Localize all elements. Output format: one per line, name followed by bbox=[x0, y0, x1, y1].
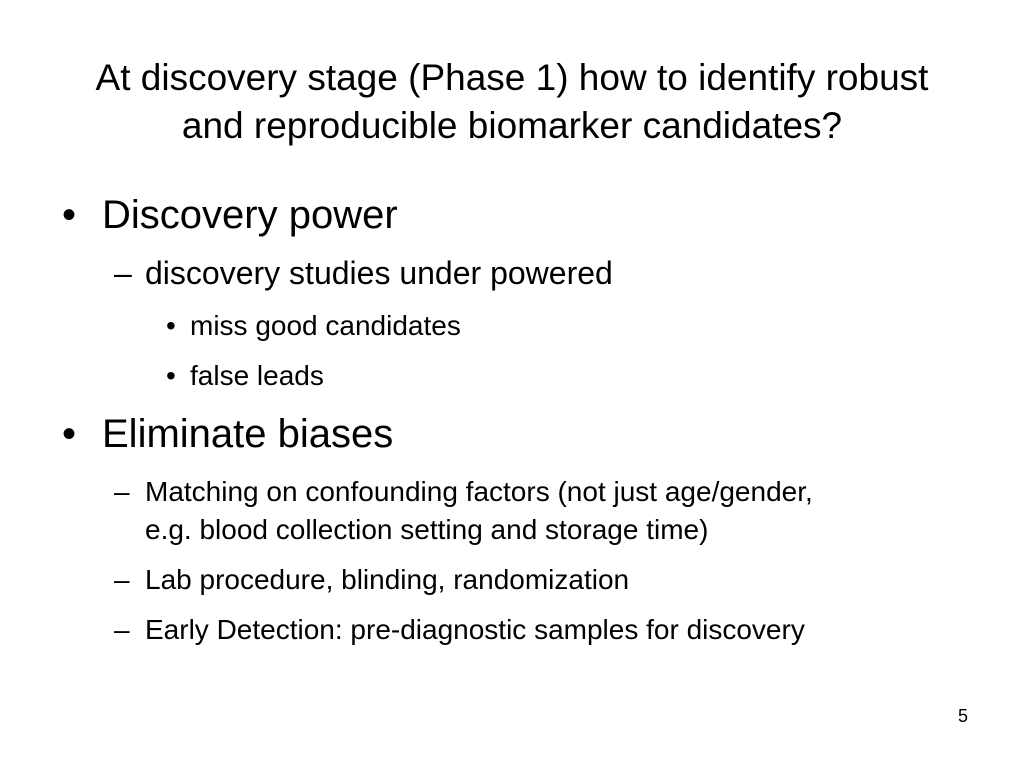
sub-bullet-early-detection: Early Detection: pre-diagnostic samples for discovery bbox=[145, 614, 805, 645]
dash-marker: – bbox=[114, 255, 132, 291]
dash-marker: – bbox=[114, 564, 130, 595]
bullet-marker: • bbox=[166, 310, 176, 341]
item-miss-good-candidates: miss good candidates bbox=[190, 310, 461, 341]
bullet-marker: • bbox=[166, 360, 176, 391]
item-false-leads: false leads bbox=[190, 360, 324, 391]
bullet-discovery-power: Discovery power bbox=[102, 193, 398, 237]
slide-title-line-2: and reproducible biomarker candidates? bbox=[181, 105, 843, 146]
sub-bullet-under-powered: discovery studies under powered bbox=[145, 255, 613, 291]
slide-title bbox=[40, 54, 984, 150]
dash-marker: – bbox=[114, 614, 130, 645]
sub-bullet-matching-line-2: e.g. blood collection setting and storage time) bbox=[145, 514, 709, 545]
sub-bullet-lab-procedure: Lab procedure, blinding, randomization bbox=[145, 564, 630, 595]
dash-marker: – bbox=[114, 476, 130, 507]
sub-bullet-matching-line-1: Matching on confounding factors (not just age/gender, bbox=[145, 476, 813, 507]
bullet-marker: • bbox=[62, 193, 77, 237]
bullet-marker: • bbox=[62, 412, 77, 456]
bullet-eliminate-biases: Eliminate biases bbox=[102, 412, 394, 456]
slide-title-line-1: At discovery stage (Phase 1) how to identify robust bbox=[95, 57, 929, 98]
page-number: 5 bbox=[957, 706, 968, 726]
